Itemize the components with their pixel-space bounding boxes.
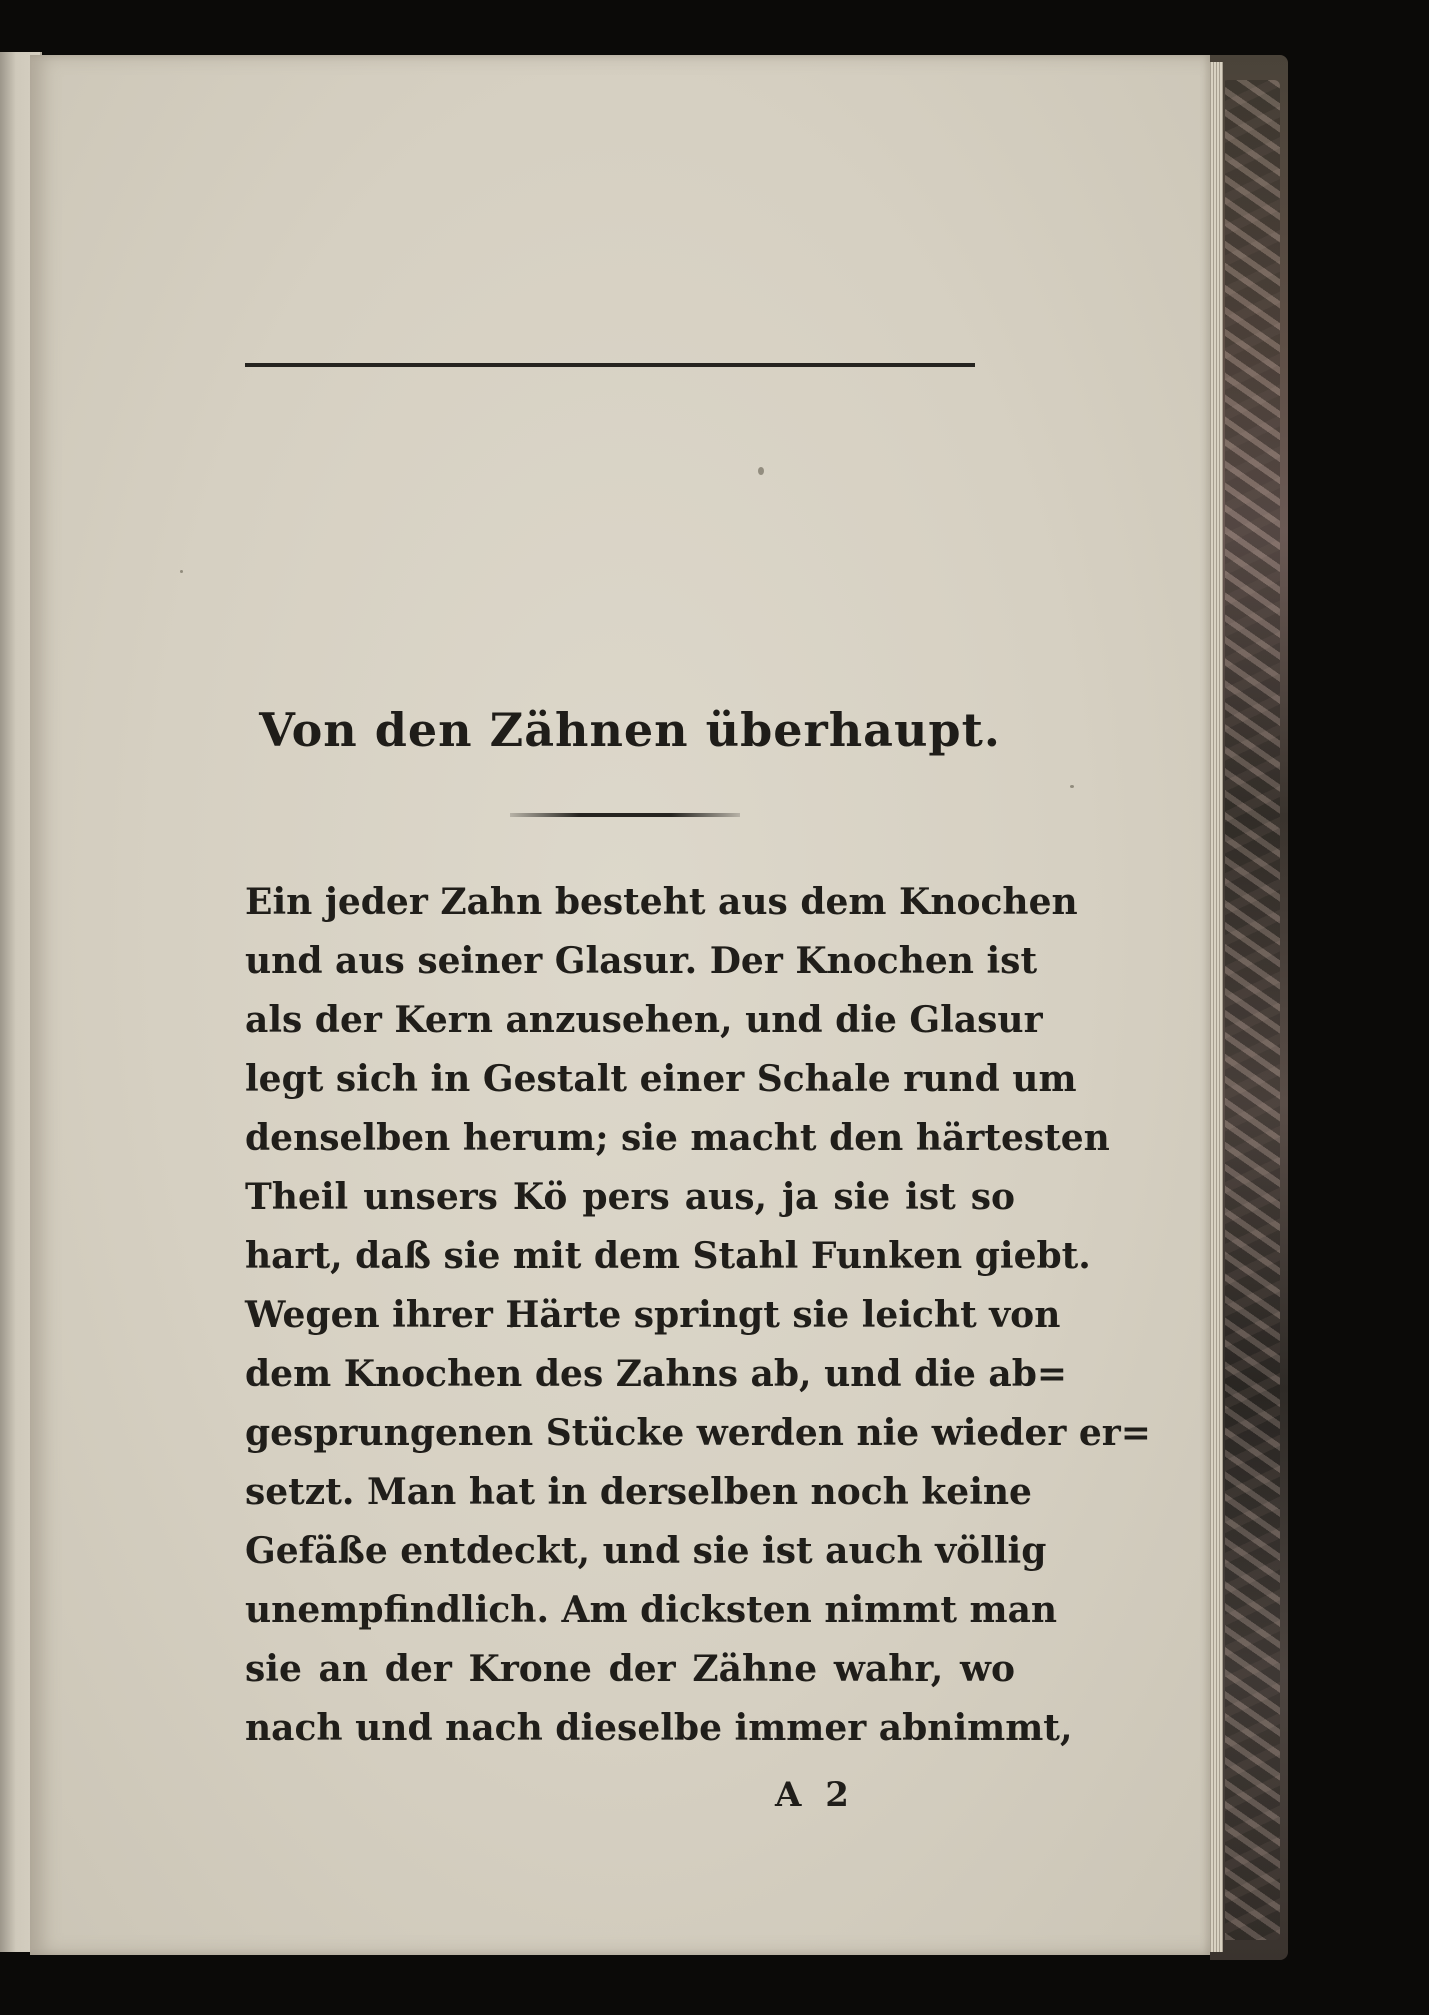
body-text	[245, 873, 1151, 1758]
top-rule	[245, 363, 975, 367]
paper-speck	[758, 467, 764, 475]
paper-speck	[1070, 785, 1074, 788]
text-line: Wegen ihrer Härte springt sie leicht von	[245, 1294, 1061, 1336]
chapter-heading: Von den Zähnen überhaupt.	[259, 703, 1001, 757]
text-line: Gefäße entdeckt, und sie ist auch völlig	[245, 1530, 1047, 1572]
text-line: denselben herum; sie macht den härtesten	[245, 1117, 1110, 1159]
text-line: sie an der Krone der Zähne wahr, wo	[245, 1648, 1015, 1690]
text-line: setzt. Man hat in derselben noch keine	[245, 1471, 1032, 1513]
text-line: Theil unsers Kö pers aus, ja sie ist so	[245, 1176, 1015, 1218]
text-line: gesprungenen Stücke werden nie wieder er=	[245, 1412, 1151, 1454]
text-line: hart, daß sie mit dem Stahl Funken giebt.	[245, 1235, 1091, 1277]
text-line: legt sich in Gestalt einer Schale rund um	[245, 1058, 1077, 1100]
text-line: dem Knochen des Zahns ab, und die ab=	[245, 1353, 1068, 1395]
text-line: nach und nach dieselbe immer abnimmt,	[245, 1707, 1073, 1749]
marbled-cover	[1225, 80, 1280, 1940]
text-line: als der Kern anzusehen, und die Glasur	[245, 999, 1043, 1041]
text-line: Ein jeder Zahn besteht aus dem Knochen	[245, 881, 1078, 923]
heading-rule	[510, 813, 740, 817]
printer-signature: A 2	[775, 1775, 855, 1815]
text-line: und aus seiner Glasur. Der Knochen ist	[245, 940, 1038, 982]
text-line: unempfindlich. Am dicksten nimmt man	[245, 1589, 1058, 1631]
paper-speck	[180, 570, 183, 573]
book-page	[30, 55, 1210, 1955]
